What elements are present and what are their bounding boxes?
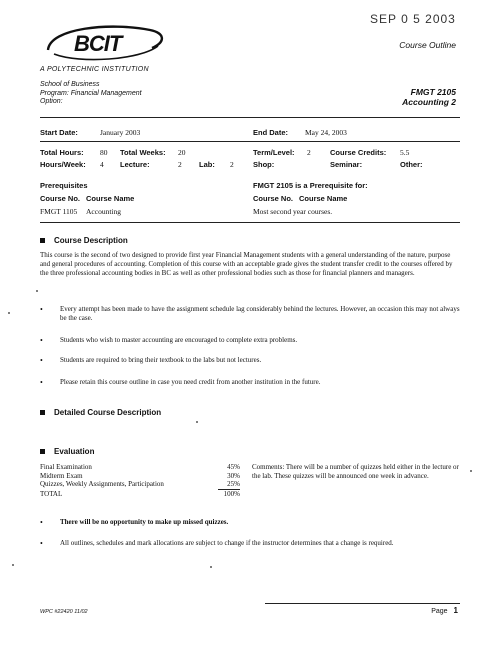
bullet-text: There will be no opportunity to make up missed quizzes. [60, 518, 229, 526]
evaluation-heading [40, 447, 94, 456]
speck [470, 470, 472, 472]
page-indicator [431, 606, 458, 615]
end-date-value: May 24, 2003 [305, 128, 347, 137]
total-weeks-label: Total Weeks: [120, 148, 166, 157]
course-name: Accounting 2 [402, 97, 456, 107]
total-hours-label: Total Hours: [40, 148, 84, 157]
total-weeks-value: 20 [178, 148, 186, 157]
speck [196, 421, 198, 423]
hours-week-label: Hours/Week: [40, 160, 86, 169]
course-credits-value: 5.5 [400, 148, 410, 157]
hours-week-value: 4 [100, 160, 104, 169]
eval-item: Quizzes, Weekly Assignments, Participation [40, 480, 164, 488]
lab-value: 2 [230, 160, 234, 169]
bullet-text: Every attempt has been made to have the assignment schedule lag considerably behind the lectures. However, an occasion this may not always be the case. [60, 305, 460, 322]
doc-title: Course Outline [399, 40, 456, 50]
lab-label: Lab: [199, 160, 215, 169]
bullet-text: All outlines, schedules and mark allocations are subject to change if the instructor determines that a change is required. [60, 539, 394, 547]
start-date-label: Start Date: [40, 128, 78, 137]
course-description-text: This course is the second of two designed to provide first year Financial Management students with a general understanding of the nature, purpose and general procedures of accounting. Completion of this course with an acceptable grade gives the student transfer credit to the courses offered by the three professional accounting bodies in BC as well as other professional bodies such as those for financial planners and managers. [40, 251, 453, 277]
school-name: School of Business [40, 81, 100, 88]
speck [36, 290, 38, 292]
bullet-text: Please retain this course outline in case you need credit from another institution in the future. [60, 378, 321, 386]
eval-pct: 25% [218, 480, 240, 490]
course-credits-label: Course Credits: [330, 148, 387, 157]
eval-pct: 45% [227, 463, 240, 471]
course-description-heading [40, 236, 128, 245]
prerequisite-for-heading: FMGT 2105 is a Prerequisite for: [253, 181, 368, 190]
footer-divider [265, 603, 460, 604]
table-row [40, 480, 240, 490]
bullet-icon: • [40, 305, 43, 314]
bullet-icon: • [40, 378, 43, 387]
option-label: Option: [40, 98, 63, 105]
bullet-icon: • [40, 539, 43, 548]
term-level-value: 2 [307, 148, 311, 157]
list-item [40, 518, 460, 527]
speck [210, 566, 212, 568]
total-hours-value: 80 [100, 148, 108, 157]
logo-swoosh-icon [40, 20, 170, 64]
section-square-icon [40, 410, 45, 415]
course-no-header-right: Course No. [253, 194, 294, 203]
evaluation-title: Evaluation [54, 447, 95, 456]
section-square-icon [40, 449, 45, 454]
detailed-description-heading [40, 408, 161, 417]
bullet-icon: • [40, 336, 43, 345]
course-no-header: Course No. [40, 194, 81, 203]
bullet-text: Students who wish to master accounting are encouraged to complete extra problems. [60, 336, 298, 344]
eval-item: TOTAL [40, 489, 63, 498]
list-item [40, 305, 460, 323]
speck [12, 564, 14, 566]
lecture-label: Lecture: [120, 160, 150, 169]
prereq-course-no: FMGT 1105 [40, 207, 78, 216]
prereq-course-name: Accounting [86, 207, 121, 216]
eval-pct: 30% [227, 471, 240, 480]
footer-reference: WPC #22420 11/02 [40, 609, 88, 615]
prerequisites-heading: Prerequisites [40, 181, 88, 190]
eval-pct: 100% [223, 489, 240, 498]
bullet-icon: • [40, 518, 43, 527]
other-label: Other: [400, 160, 423, 169]
course-name-header-right: Course Name [299, 194, 348, 203]
page-number: 1 [453, 606, 458, 615]
list-item [40, 539, 460, 548]
shop-label: Shop: [253, 160, 275, 169]
bullet-text: Students are required to bring their textbook to the labs but not lectures. [60, 356, 262, 364]
bcit-logo [40, 20, 170, 64]
info-divider [40, 141, 460, 142]
header-divider [40, 117, 460, 118]
end-date-label: End Date: [253, 128, 289, 137]
seminar-label: Seminar: [330, 160, 363, 169]
course-id-block [402, 87, 456, 107]
table-row [40, 490, 240, 499]
prereq-divider [40, 222, 460, 223]
table-row [40, 472, 240, 481]
term-level-label: Term/Level: [253, 148, 295, 157]
bullet-icon: • [40, 356, 43, 365]
list-item [40, 378, 460, 387]
course-code: FMGT 2105 [410, 87, 456, 97]
list-item [40, 336, 460, 345]
prereq-for-value: Most second year courses. [253, 207, 333, 216]
section-square-icon [40, 238, 45, 243]
course-name-header: Course Name [86, 194, 135, 203]
eval-item: Midterm Exam [40, 471, 83, 480]
lecture-value: 2 [178, 160, 182, 169]
start-date-value: January 2003 [100, 128, 141, 137]
logo-text: BCIT [74, 31, 122, 56]
evaluation-comment: Comments: There will be a number of quizzes held either in the lecture or the lab. These quizzes will be announced one week in advance. [252, 463, 459, 480]
table-row [40, 463, 240, 472]
list-item [40, 356, 460, 365]
received-date-stamp: SEP 0 5 2003 [370, 12, 456, 26]
program-name: Program: Financial Management [40, 89, 142, 97]
school-block [40, 81, 142, 107]
page-label: Page [431, 608, 448, 615]
course-description-title: Course Description [54, 236, 128, 245]
eval-item: Final Examination [40, 463, 92, 471]
speck [8, 312, 10, 314]
tagline: A POLYTECHNIC INSTITUTION [40, 66, 149, 73]
evaluation-table [40, 463, 240, 498]
detailed-description-title: Detailed Course Description [54, 408, 162, 417]
